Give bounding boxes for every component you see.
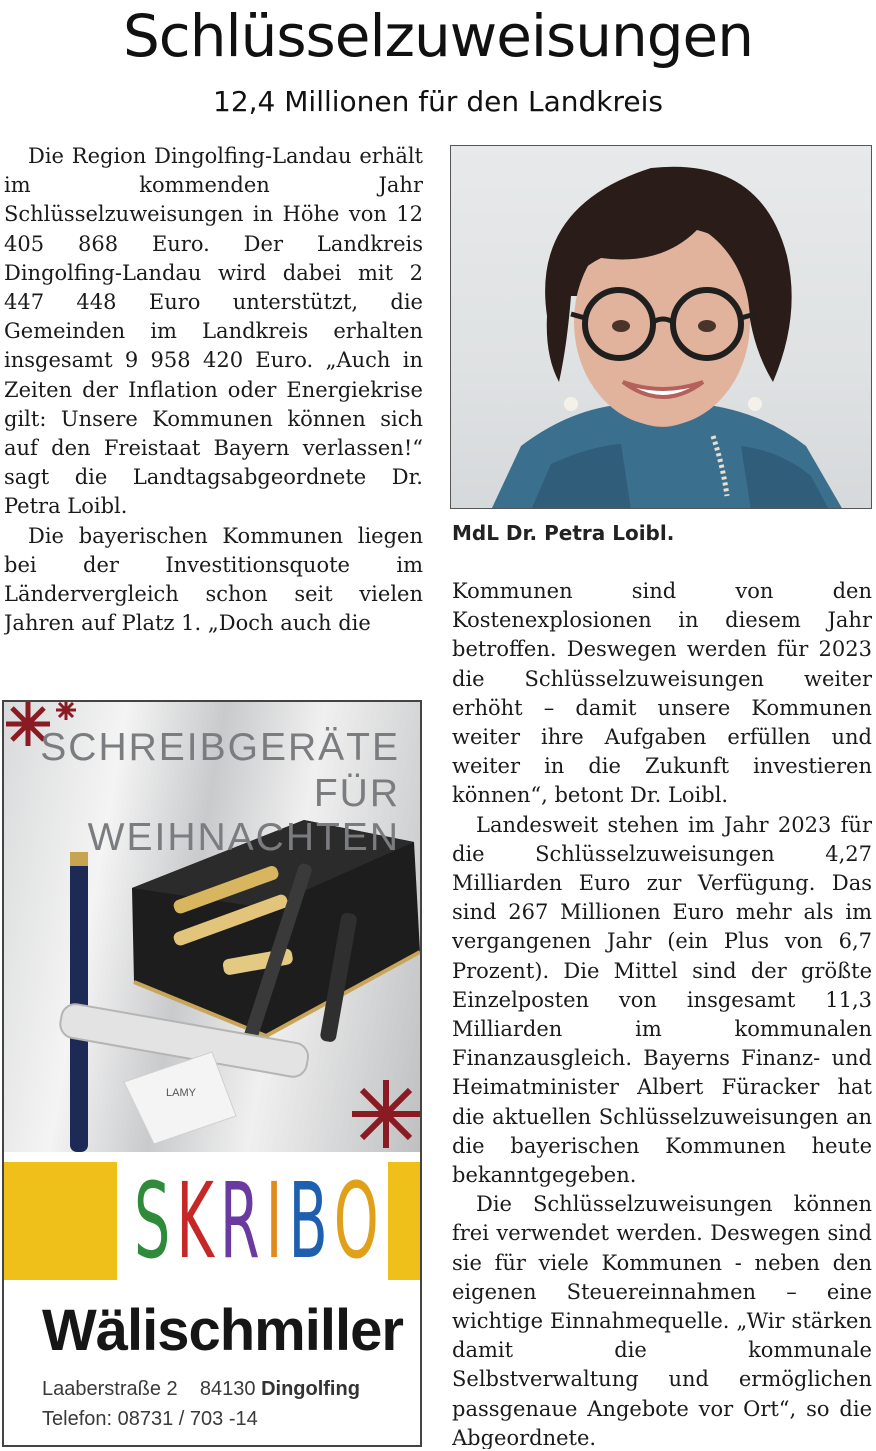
portrait-photo [450, 145, 872, 509]
paragraph: Die bayerischen Kommunen liegen bei der Investitionsquote im Ländervergleich schon seit vielen Jahren auf Platz 1. „Doch auch die [4, 523, 423, 636]
article-left-column [4, 142, 423, 642]
ad-product-photo [4, 702, 420, 1152]
paragraph: Landesweit stehen im Jahr 2023 für die Schlüsselzuweisungen 4,27 Milliarden Euro zur Verfügung. Das sind 267 Millionen Euro mehr als im vergangenen Jahr (ein Plus von 6,7 Prozent). Die Mittel sind der größte Einzelposten von insgesamt 11,3 Milliarden im kommunalen Finanzausgleich. Bayerns Finanz- und Heimatminister Albert Füracker hat die aktuellen Schlüsselzuweisungen an die bayerischen Kommunen heute bekanntgegeben. [452, 812, 872, 1188]
ad-headline-line2: FÜR WEIHNACHTEN [87, 772, 400, 859]
ad-headline-line1: SCHREIBGERÄTE [40, 726, 400, 769]
paragraph: Kommunen sind von den Kostenexplosionen in diesem Jahr betroffen. Deswegen werden für 2023 die Schlüsselzuweisungen weiter erhöht – damit unsere Kommunen weiter ihre Aufgaben erfüllen und weiter in die Zukunft investieren können“, betont Dr. Loibl. [452, 579, 872, 808]
article-right-column [452, 577, 872, 1449]
portrait-illustration [451, 146, 872, 509]
city: Dingolfing [261, 1378, 360, 1400]
shop-address [42, 1376, 360, 1402]
logo-letter: K [176, 1160, 214, 1282]
brand-mark: LAMY [166, 1087, 196, 1099]
article-headline: Schlüsselzuweisungen [122, 2, 753, 70]
article-subheadline: 12,4 Millionen für den Landkreis [213, 85, 663, 118]
logo-letter: I [265, 1160, 283, 1282]
paragraph: Die Region Dingolfing-Landau erhält im kommenden Jahr Schlüsselzuweisungen in Höhe von 12 405 868 Euro. Der Landkreis Dingolfing-Landau wird dabei mit 2 447 448 Euro unterstützt, die Gemeinden im Landkreis erhalten insgesamt 9 958 420 Euro. „Auch in Zeiten der Inflation oder Energiekrise gilt: Unsere Kommunen können sich auf den Freistaat Bayern verlassen!“ sagt die Landtagsabgeordnete Dr. Petra Loibl. [4, 144, 423, 519]
logo-letter: B [288, 1160, 328, 1282]
photo-caption: MdL Dr. Petra Loibl. [452, 521, 675, 545]
logo-letter: O [333, 1160, 379, 1282]
postal-code: 84130 [199, 1378, 256, 1400]
shop-name: Wälischmiller [42, 1298, 403, 1363]
paragraph: Die Schlüsselzuweisungen können frei verwendet werden. Deswegen sind sie für viele Kommunen - neben den eigenen Steuereinnahmen – eine wichtige Einnahmequelle. „Wir stärken damit die kommunale Selbstverwaltung und ermöglichen passgenaue Angebote vor Ort“, so die Abgeordnete. [452, 1192, 872, 1449]
logo-letter: S [134, 1160, 171, 1282]
skribo-logo [4, 1162, 420, 1280]
shop-phone: Telefon: 08731 / 703 -14 [42, 1408, 258, 1430]
advertisement [2, 700, 422, 1447]
street: Laaberstraße 2 [42, 1378, 178, 1400]
logo-letter: R [219, 1160, 260, 1282]
